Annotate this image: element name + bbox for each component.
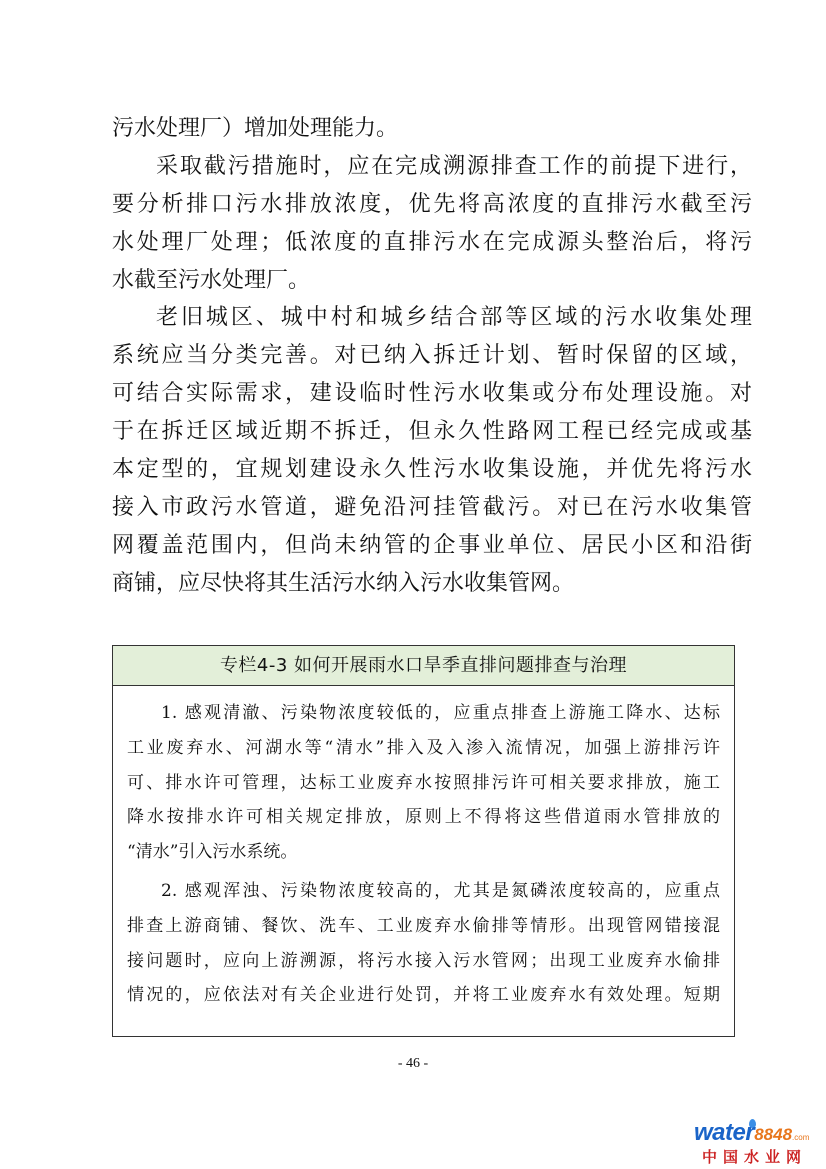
paragraph-line: 网覆盖范围内，但尚未纳管的企事业单位、居民小区和沿街 (112, 532, 752, 558)
paragraph-line: 老旧城区、城中村和城乡结合部等区域的污水收集处理 (156, 305, 752, 331)
paragraph-line: 本定型的，宜规划建设永久性污水收集设施，并优先将污水 (112, 457, 752, 483)
paragraph-line: 要分析排口污水排放浓度，优先将高浓度的直排污水截至污 (112, 191, 752, 217)
paragraph-line: 采取截污措施时，应在完成溯源排查工作的前提下进行， (156, 153, 752, 179)
logo-wordmark (694, 1119, 809, 1147)
paragraph-line: 于在拆迁区域近期不拆迁，但永久性路网工程已经完成或基 (112, 419, 752, 445)
paragraph-line: 接入市政污水管道，避免沿河挂管截污。对已在污水收集管 (112, 494, 752, 520)
paragraph-line: 可结合实际需求，建设临时性污水收集或分布处理设施。对 (112, 381, 752, 407)
box-line: 接问题时，应向上游溯源，将污水接入污水管网；出现工业废弃水偷排 (127, 950, 720, 971)
logo-chinese-text: 中国水业网 (702, 1149, 808, 1166)
paragraph-line: 污水处理厂）增加处理能力。 (112, 116, 399, 141)
box-line: 工业废弃水、河湖水等“清水”排入及入渗入流情况，加强上游排污许 (127, 737, 720, 758)
logo-water-text: water (694, 1119, 755, 1146)
box-line: 2. 感观浑浊、污染物浓度较高的，尤其是氮磷浓度较高的，应重点 (161, 880, 720, 901)
box-line: 排查上游商铺、餐饮、洗车、工业废弃水偷排等情形。出现管网错接混 (127, 915, 720, 936)
paragraph-line: 系统应当分类完善。对已纳入拆迁计划、暂时保留的区域， (112, 343, 752, 369)
paragraph-line: 水处理厂处理；低浓度的直排污水在完成源头整治后，将污 (112, 229, 752, 255)
box-line: 降水按排水许可相关规定排放，原则上不得将这些借道雨水管排放的 (127, 807, 720, 828)
paragraph-line: 商铺，应尽快将其生活污水纳入污水收集管网。 (112, 570, 575, 596)
box-line: 1. 感观清澈、污染物浓度较低的，应重点排查上游施工降水、达标 (161, 703, 720, 723)
box-line: “清水”引入污水系统。 (127, 842, 298, 863)
box-line: 情况的，应依法对有关企业进行处罚，并将工业废弃水有效处理。短期 (127, 985, 720, 1006)
paragraph-line: 水截至污水处理厂。 (112, 267, 311, 293)
body-text (112, 110, 752, 603)
box-title: 专栏4-3 如何开展雨水口旱季直排问题排查与治理 (113, 646, 734, 686)
box-line: 可、排水许可管理，达标工业废弃水按照排污许可相关要求排放，施工 (127, 772, 720, 793)
sidebar-box (112, 645, 735, 1037)
box-content (113, 686, 734, 1013)
logo-number-text: 8848 (754, 1125, 793, 1144)
logo-suffix-text: .com (792, 1133, 810, 1142)
site-logo[interactable] (694, 1119, 826, 1169)
page-number: - 46 - (397, 1056, 429, 1071)
